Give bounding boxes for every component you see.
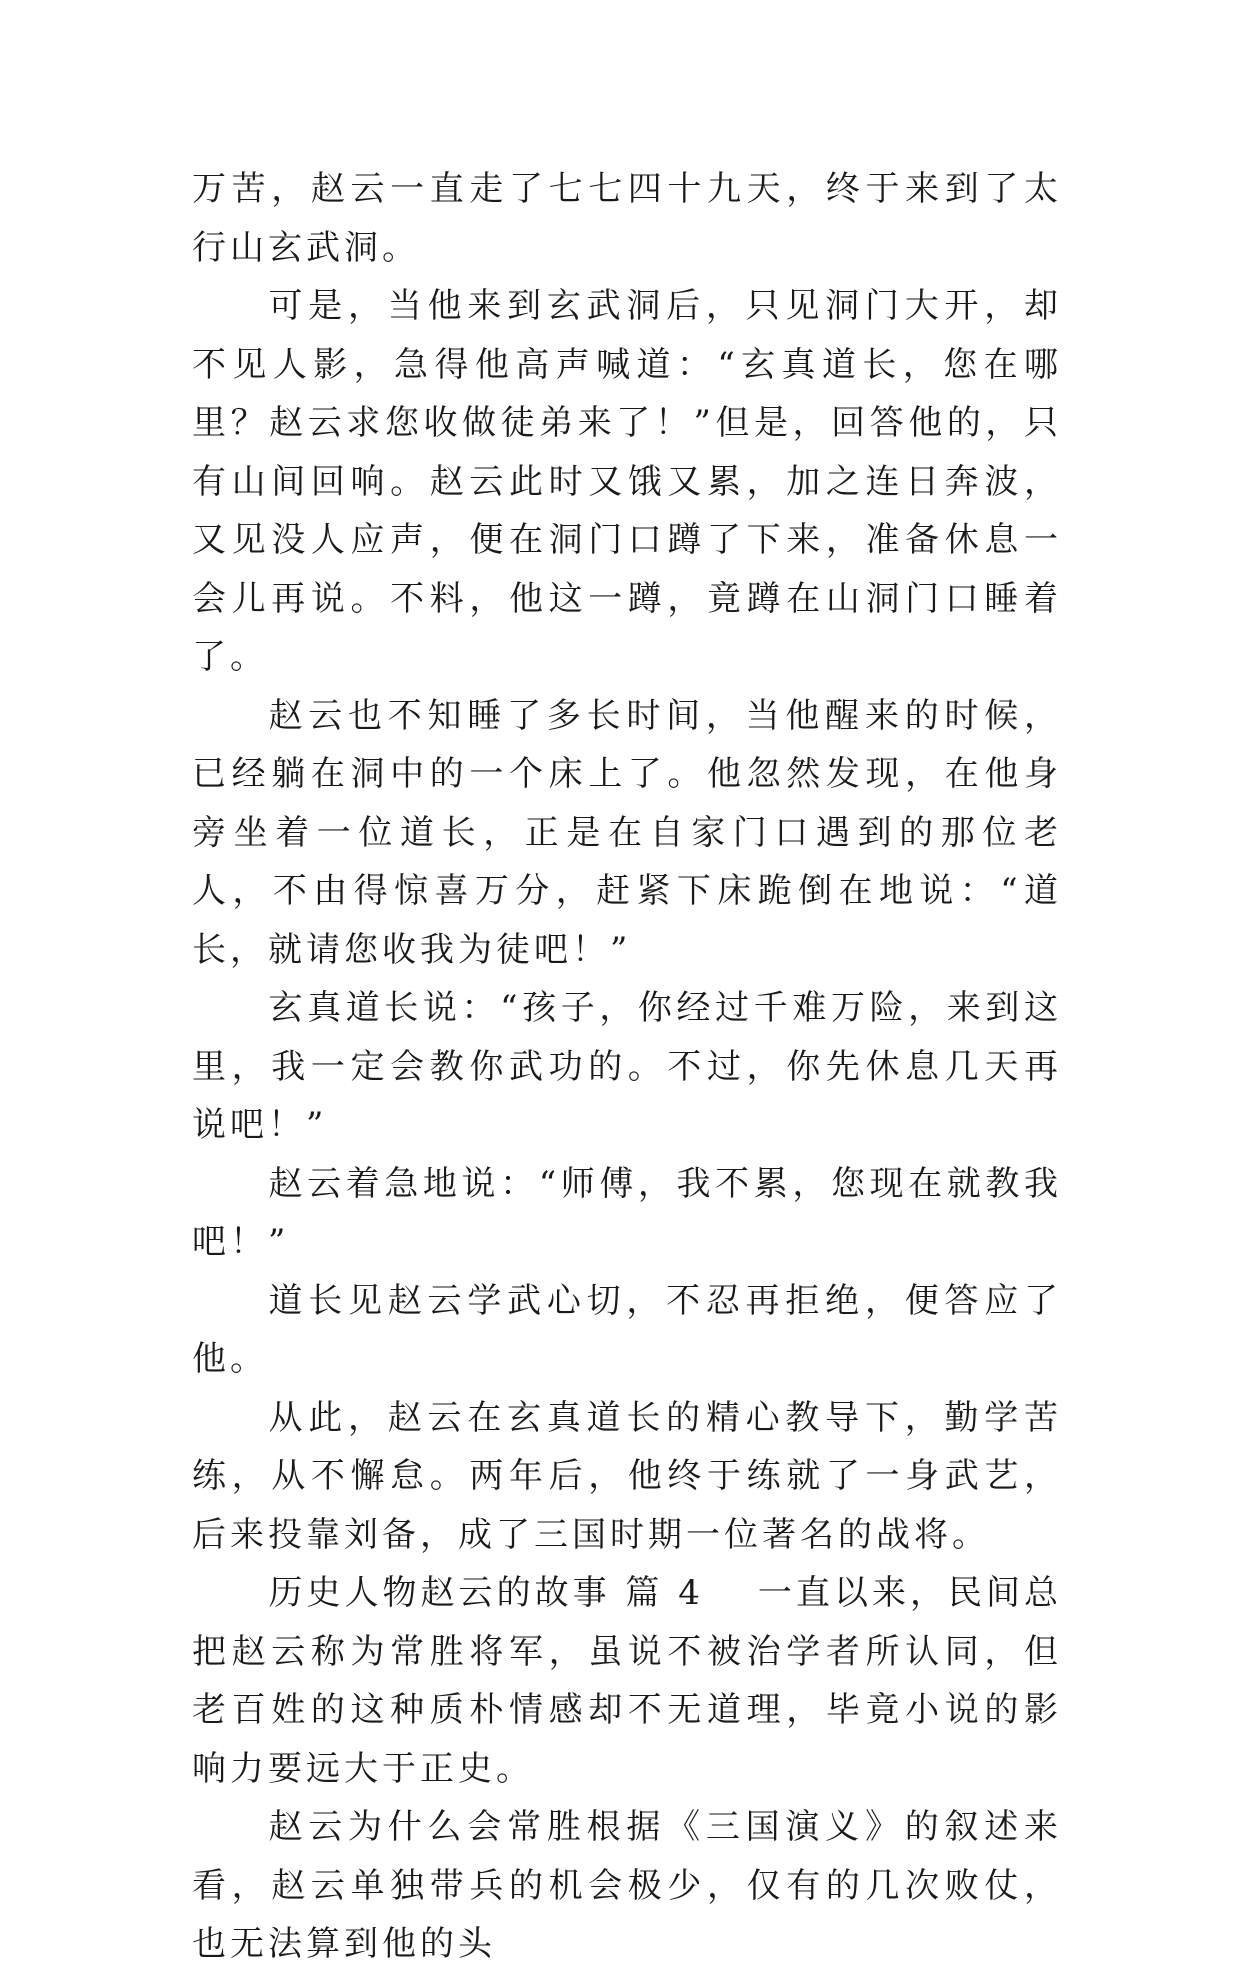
paragraph-1: 万苦，赵云一直走了七七四十九天，终于来到了太行山玄武洞。 <box>192 169 1062 268</box>
paragraph-last: 赵云为什么会常胜根据《三国演义》的叙述来看，赵云单独带兵的机会极少，仅有的几次败仗，也无法算到他的头 <box>192 1807 1062 1964</box>
paragraph-4: 玄真道长说：“孩子，你经过千难万险，来到这里，我一定会教你武功的。不过，你先休息几天再说吧！” <box>192 988 1062 1145</box>
paragraph-5: 赵云着急地说：“师傅，我不累，您现在就教我吧！” <box>192 1163 1062 1262</box>
section-heading: 历史人物赵云的故事 篇 4 <box>268 1573 704 1613</box>
paragraph-7: 从此，赵云在玄真道长的精心教导下，勤学苦练，从不懈怠。两年后，他终于练就了一身武艺，后来投靠刘备，成了三国时期一位著名的战将。 <box>192 1397 1062 1555</box>
paragraph-3: 赵云也不知睡了多长时间，当他醒来的时候，已经躺在洞中的一个床上了。他忽然发现，在他身旁坐着一位道长，正是在自家门口遇到的那位老人，不由得惊喜万分，赶紧下床跪倒在地说：“道长，就请您收我为徒吧！” <box>192 695 1062 970</box>
section-first-paragraph: 一直以来，民间总把赵云称为常胜将军，虽说不被治学者所认同，但老百姓的这种质朴情感却不无道理，毕竟小说的影响力要远大于正史。 <box>192 1573 1063 1789</box>
paragraph-2: 可是，当他来到玄武洞后，只见洞门大开，却不见人影，急得他高声喊道：“玄真道长，您在哪里？赵云求您收做徒弟来了！”但是，回答他的，只有山间回响。赵云此时又饿又累，加之连日奔波，又见没人应声，便在洞门口蹲了下来，准备休息一会儿再说。不料，他这一蹲，竟蹲在山洞门口睡着了。 <box>192 286 1062 677</box>
section-paragraph <box>192 1564 1062 1798</box>
paragraph-6: 道长见赵云学武心切，不忍再拒绝，便答应了他。 <box>192 1280 1062 1379</box>
document-body <box>192 160 1062 1974</box>
